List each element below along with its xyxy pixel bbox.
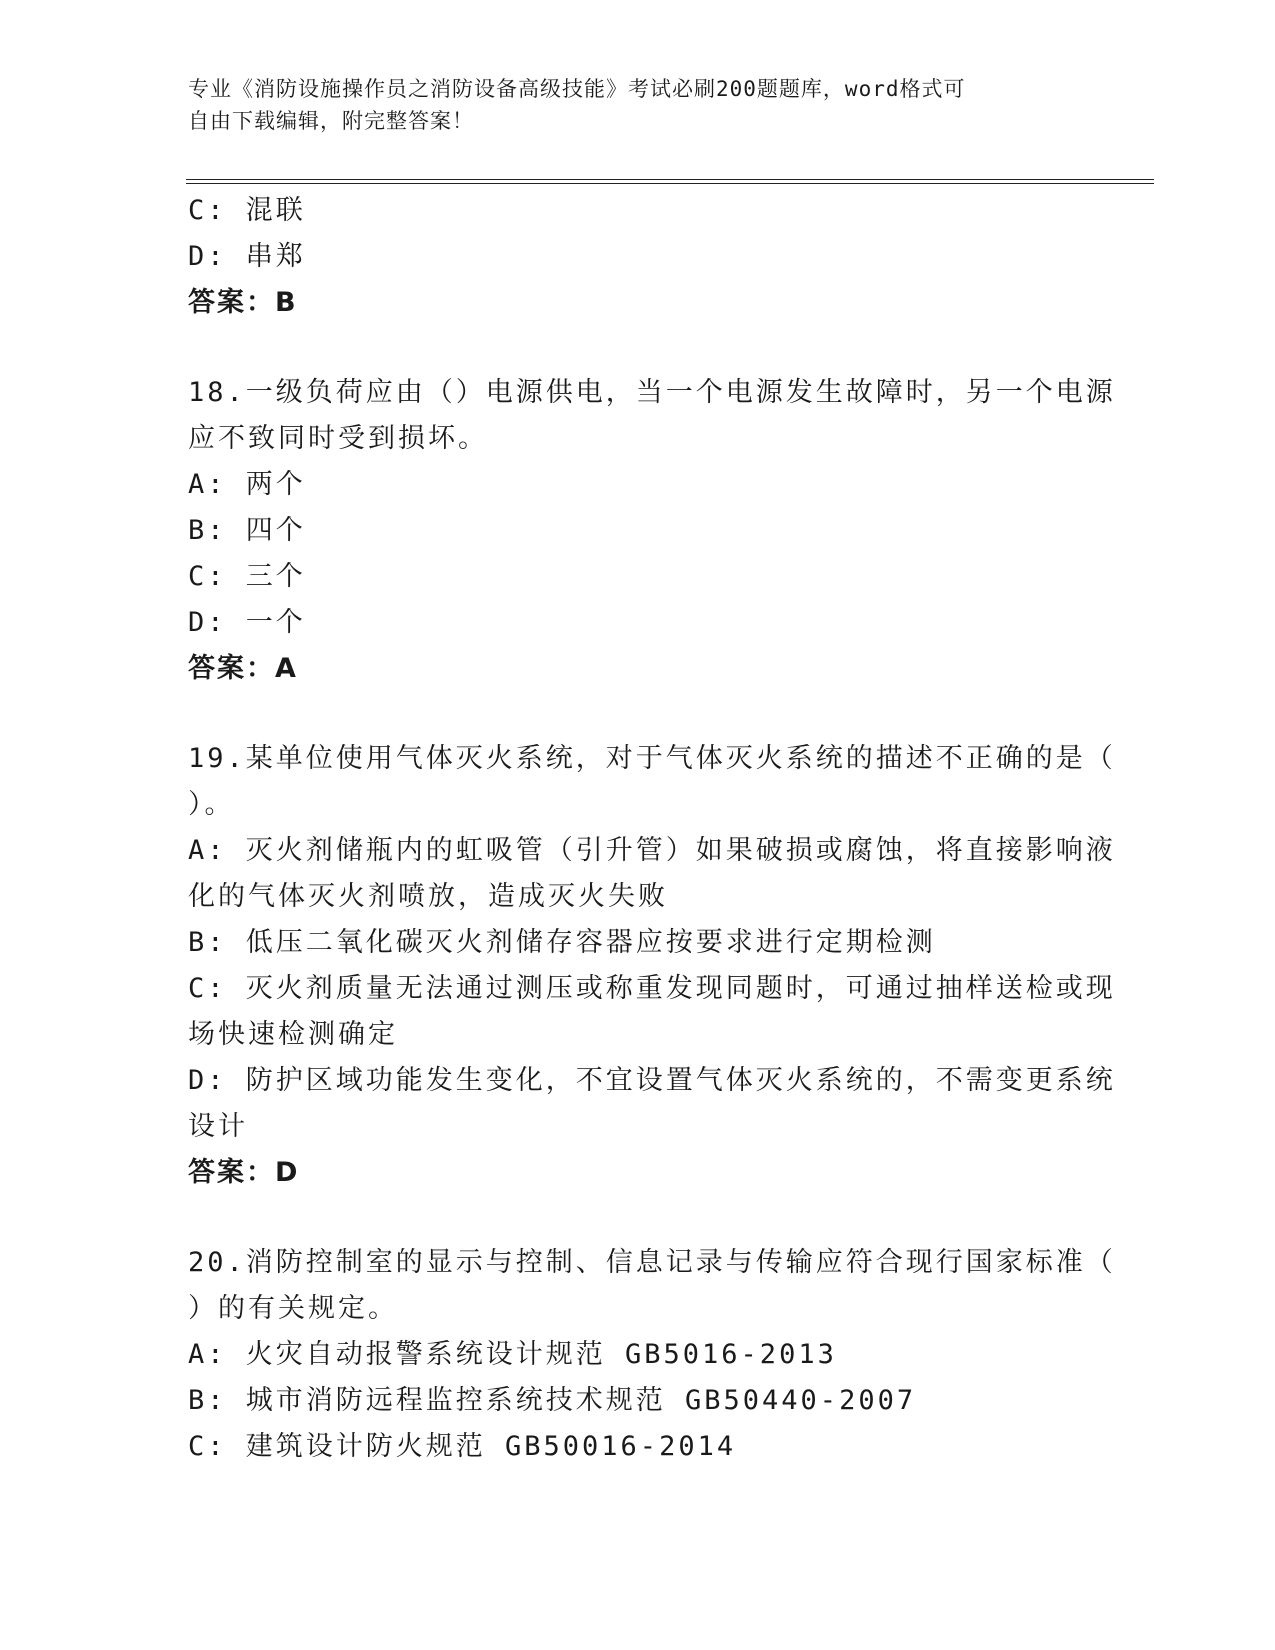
- question-17-tail: [188, 188, 1088, 326]
- header-line-1: 专业《消防设施操作员之消防设备高级技能》考试必刷200题题库，word格式可: [188, 77, 966, 101]
- option-a-continued: 化的气体灭火剂喷放，造成灭火失败: [188, 881, 668, 912]
- question-stem: 20.消防控制室的显示与控制、信息记录与传输应符合现行国家标准（: [188, 1247, 1116, 1278]
- answer: 答案：B: [188, 287, 298, 318]
- question-stem-continued: ）。: [188, 789, 235, 820]
- question-18: [188, 370, 1116, 692]
- option-b: B: 四个: [188, 515, 306, 546]
- option-b: B: 低压二氧化碳灭火剂储存容器应按要求进行定期检测: [188, 927, 936, 958]
- question-stem: 18.一级负荷应由（）电源供电，当一个电源发生故障时，另一个电源: [188, 377, 1116, 408]
- question-19: [188, 736, 1116, 1196]
- option-a: A: 火灾自动报警系统设计规范 GB5016-2013: [188, 1339, 837, 1370]
- document-header: [188, 73, 1068, 137]
- header-line-2: 自由下载编辑，附完整答案！: [188, 109, 474, 133]
- option-a: A: 两个: [188, 469, 306, 500]
- answer: 答案：A: [188, 653, 298, 684]
- header-divider-top: [186, 179, 1154, 180]
- option-d: D: 防护区域功能发生变化，不宜设置气体灭火系统的，不需变更系统: [188, 1065, 1116, 1096]
- option-d-continued: 设计: [188, 1111, 248, 1142]
- spacer: [188, 692, 1088, 736]
- question-stem-continued: ）的有关规定。: [188, 1293, 398, 1324]
- option-c: C: 混联: [188, 195, 306, 226]
- header-divider-bottom: [186, 183, 1154, 184]
- option-c: C: 灭火剂质量无法通过测压或称重发现同题时，可通过抽样送检或现: [188, 973, 1116, 1004]
- spacer: [188, 1196, 1088, 1240]
- question-20: [188, 1240, 1116, 1470]
- option-c: C: 建筑设计防火规范 GB50016-2014: [188, 1431, 737, 1462]
- option-d: D: 一个: [188, 607, 306, 638]
- option-d: D: 串郑: [188, 241, 306, 272]
- spacer: [188, 326, 1088, 370]
- answer: 答案：D: [188, 1157, 300, 1188]
- question-stem: 19.某单位使用气体灭火系统，对于气体灭火系统的描述不正确的是（: [188, 743, 1116, 774]
- option-c-continued: 场快速检测确定: [188, 1019, 398, 1050]
- option-c: C: 三个: [188, 561, 306, 592]
- question-list: [188, 188, 1116, 1470]
- option-a: A: 灭火剂储瓶内的虹吸管（引升管）如果破损或腐蚀，将直接影响液: [188, 835, 1116, 866]
- question-stem-continued: 应不致同时受到损坏。: [188, 423, 488, 454]
- option-b: B: 城市消防远程监控系统技术规范 GB50440-2007: [188, 1385, 917, 1416]
